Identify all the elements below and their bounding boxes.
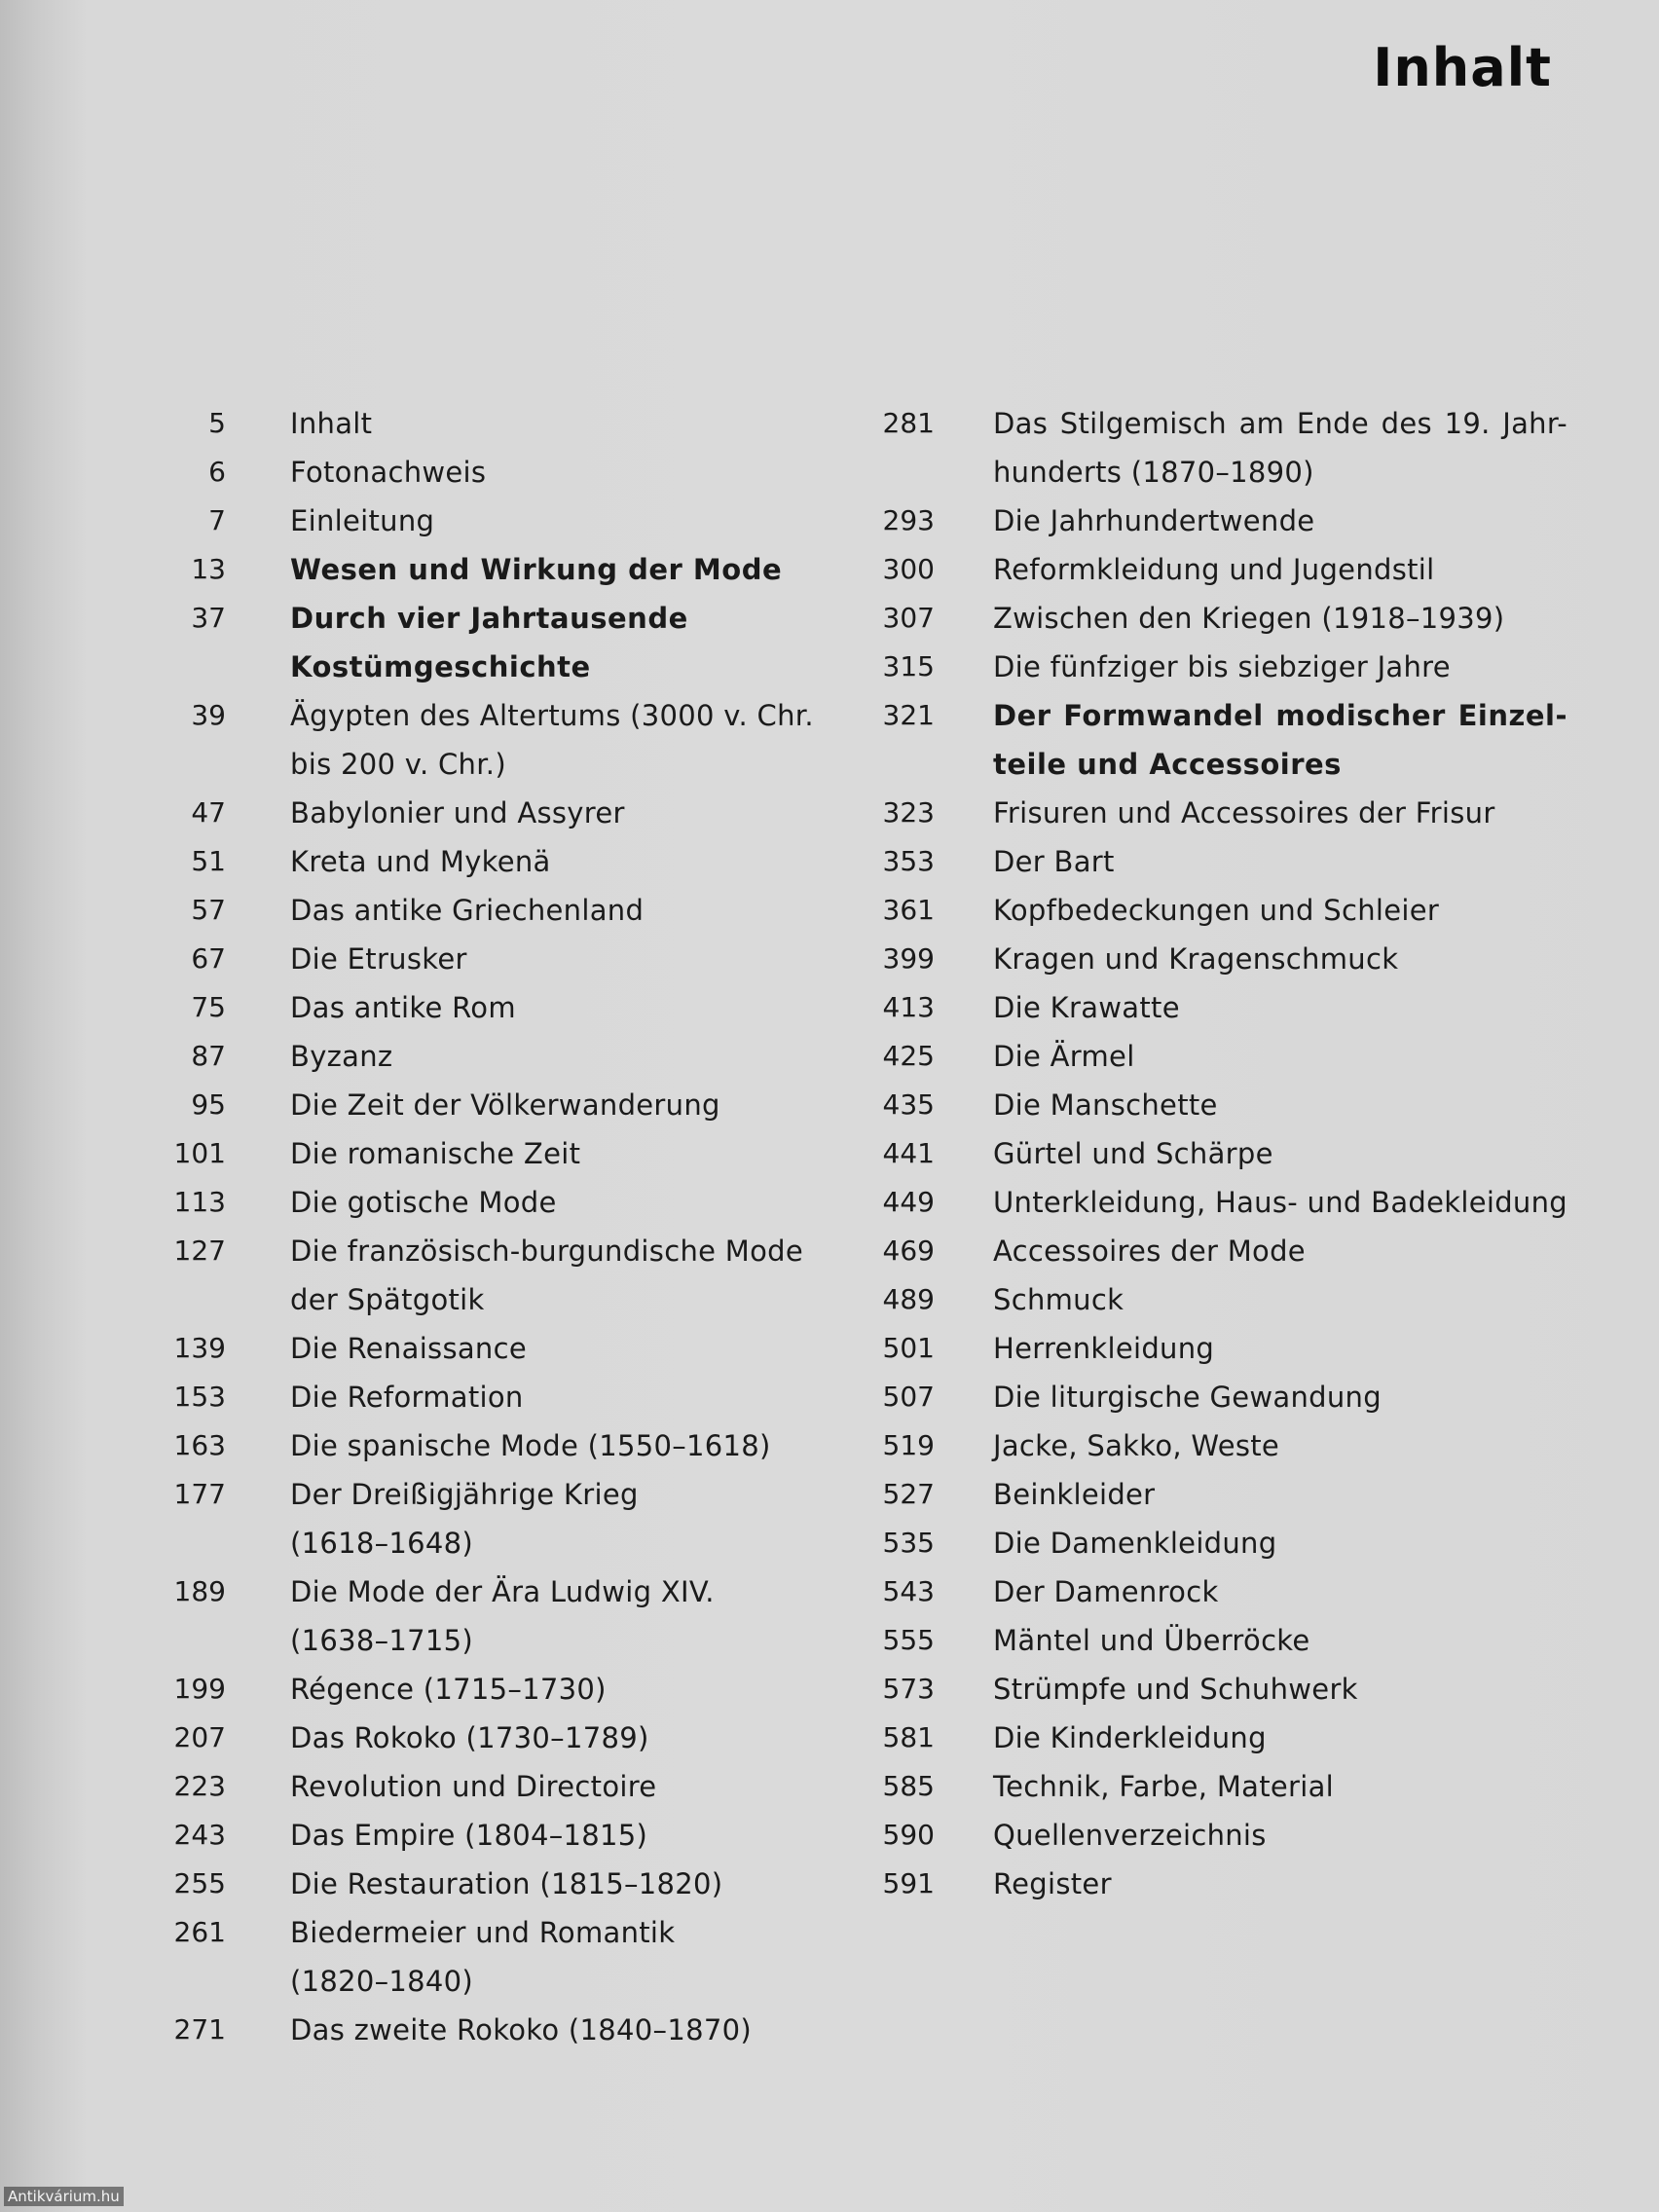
- toc-entry-title-line: Das zweite Rokoko (1840–1870): [290, 2013, 752, 2046]
- toc-entry-title: [993, 643, 1567, 691]
- toc-entry-title-line: Babylonier und Assyrer: [290, 796, 625, 830]
- toc-entry-title: [993, 594, 1567, 643]
- toc-page-number: 573: [882, 1673, 935, 1705]
- toc-entry-title: [993, 497, 1567, 545]
- toc-entry-title-line: Die liturgische Gewandung: [993, 1381, 1382, 1414]
- toc-entry-title-line: Die spanische Mode (1550–1618): [290, 1429, 771, 1462]
- toc-entry-title: [290, 448, 828, 497]
- toc-page-number: 67: [191, 942, 226, 975]
- toc-page-number: 5: [208, 407, 226, 439]
- toc-page-number: 127: [173, 1235, 226, 1267]
- toc-entry: [146, 1908, 828, 2006]
- toc-page-number: 413: [882, 991, 935, 1023]
- toc-entry: [146, 1032, 828, 1081]
- toc-page-number: 590: [882, 1819, 935, 1851]
- toc-entry-title-line: Ägypten des Altertums (3000 v. Chr.: [290, 699, 814, 732]
- toc-entry-title: [993, 1567, 1567, 1616]
- toc-entry-title-line: (1638–1715): [290, 1624, 474, 1657]
- toc-entry: [866, 1567, 1587, 1616]
- toc-entry: [146, 1227, 828, 1324]
- toc-entry-title: [993, 1421, 1567, 1470]
- toc-page-number: 261: [173, 1916, 226, 1948]
- toc-entry-title-line: Strümpfe und Schuhwerk: [993, 1673, 1358, 1706]
- toc-entry: [866, 545, 1587, 594]
- toc-entry: [866, 643, 1587, 691]
- toc-entry: [866, 1470, 1587, 1519]
- toc-entry-title: [290, 789, 828, 837]
- toc-entry-title: [290, 1324, 828, 1373]
- toc-entry-title-line: Frisuren und Accessoires der Frisur: [993, 796, 1495, 830]
- toc-entry-title: [993, 1178, 1567, 1227]
- toc-page-number: 139: [173, 1332, 226, 1364]
- toc-page-number: 271: [173, 2013, 226, 2046]
- toc-page-number: 153: [173, 1381, 226, 1413]
- toc-entry-title-line: bis 200 v. Chr.): [290, 748, 506, 781]
- toc-entry: [146, 837, 828, 886]
- toc-entry-title-line: Das Empire (1804–1815): [290, 1819, 648, 1852]
- toc-entry-title: [993, 545, 1567, 594]
- toc-entry-title: [290, 837, 828, 886]
- toc-entry: [146, 1811, 828, 1860]
- toc-entry-title: [993, 1860, 1567, 1908]
- toc-entry: [146, 1324, 828, 1373]
- toc-entry-title: [993, 1324, 1567, 1373]
- toc-page-number: 425: [882, 1040, 935, 1072]
- toc-entry-title: [993, 1373, 1567, 1421]
- toc-page-number: 469: [882, 1235, 935, 1267]
- toc-entry-title: [993, 1714, 1567, 1762]
- toc-entry-title-line: Fotonachweis: [290, 456, 487, 489]
- toc-entry: [866, 1081, 1587, 1129]
- toc-entry-title-line: Wesen und Wirkung der Mode: [290, 553, 783, 586]
- toc-entry-title: [993, 1665, 1567, 1714]
- toc-page-number: 519: [882, 1429, 935, 1461]
- toc-page-number: 555: [882, 1624, 935, 1656]
- toc-entry-title-line: Technik, Farbe, Material: [993, 1770, 1335, 1803]
- toc-entry-title-line: Die Renaissance: [290, 1332, 527, 1365]
- toc-page-number: 101: [173, 1137, 226, 1169]
- toc-entry-title: [993, 1811, 1567, 1860]
- toc-entry: [146, 1762, 828, 1811]
- toc-entry: [866, 1227, 1587, 1275]
- toc-entry-title-line: Register: [993, 1867, 1112, 1900]
- toc-entry-title: [993, 983, 1567, 1032]
- toc-page-number: 163: [173, 1429, 226, 1461]
- toc-entry-title-line: Einleitung: [290, 504, 435, 537]
- toc-entry-title: [290, 983, 828, 1032]
- toc-entry-title-line: Die Jahrhundertwende: [993, 504, 1315, 537]
- toc-entry-title-line: Die Zeit der Völkerwanderung: [290, 1088, 720, 1122]
- toc-entry: [146, 1567, 828, 1665]
- toc-page-number: 591: [882, 1867, 935, 1899]
- toc-entry: [866, 1275, 1587, 1324]
- toc-entry-title: [290, 1714, 828, 1762]
- toc-entry-title-line: Die Mode der Ära Ludwig XIV.: [290, 1575, 715, 1608]
- toc-entry-title: [290, 1470, 828, 1567]
- toc-entry-title-line: Der Damenrock: [993, 1575, 1219, 1608]
- toc-page-number: 507: [882, 1381, 935, 1413]
- toc-entry-title: [993, 886, 1567, 935]
- toc-entry-title: [993, 1762, 1567, 1811]
- toc-entry: [866, 1811, 1587, 1860]
- toc-entry-title-line: Reformkleidung und Jugendstil: [993, 553, 1435, 586]
- toc-entry: [866, 1324, 1587, 1373]
- toc-entry: [146, 691, 828, 789]
- toc-page-number: 113: [173, 1186, 226, 1218]
- toc-page-number: 489: [882, 1283, 935, 1315]
- toc-entry-title: [993, 1227, 1567, 1275]
- toc-entry: [866, 594, 1587, 643]
- toc-page-number: 501: [882, 1332, 935, 1364]
- toc-page-number: 307: [882, 602, 935, 634]
- toc-entry-title: [993, 1081, 1567, 1129]
- toc-right-column: [866, 399, 1587, 1908]
- toc-page-number: 95: [191, 1088, 226, 1121]
- toc-entry: [866, 1860, 1587, 1908]
- toc-page-number: 6: [208, 456, 226, 488]
- toc-entry-title-line: Quellenverzeichnis: [993, 1819, 1267, 1852]
- toc-entry: [146, 1714, 828, 1762]
- toc-entry-title: [290, 691, 828, 789]
- toc-entry-title-line: teile und Accessoires: [993, 748, 1342, 781]
- toc-page-number: 75: [191, 991, 226, 1023]
- toc-entry: [866, 837, 1587, 886]
- toc-entry-title: [290, 1129, 828, 1178]
- toc-entry-title-line: Kragen und Kragenschmuck: [993, 942, 1399, 976]
- toc-entry: [866, 789, 1587, 837]
- toc-entry-title-line: Kostümgeschichte: [290, 650, 591, 683]
- toc-entry: [866, 1129, 1587, 1178]
- toc-entry-title-line: der Spätgotik: [290, 1283, 485, 1316]
- toc-page-number: 323: [882, 796, 935, 829]
- toc-entry-title: [993, 1519, 1567, 1567]
- toc-entry-title-line: Die fünfziger bis siebziger Jahre: [993, 650, 1451, 683]
- toc-entry-title: [290, 1860, 828, 1908]
- toc-entry-title: [993, 1616, 1567, 1665]
- toc-entry-title-line: Kreta und Mykenä: [290, 845, 551, 878]
- toc-entry: [866, 935, 1587, 983]
- toc-entry-title: [993, 789, 1567, 837]
- toc-entry-title-line: Die Kinderkleidung: [993, 1721, 1267, 1754]
- toc-entry-title: [993, 1032, 1567, 1081]
- toc-entry-title-line: Die romanische Zeit: [290, 1137, 581, 1170]
- toc-entry-title-line: Gürtel und Schärpe: [993, 1137, 1273, 1170]
- toc-entry-title-line: Das antike Griechenland: [290, 894, 645, 927]
- toc-page-number: 527: [882, 1478, 935, 1510]
- toc-page-number: 207: [173, 1721, 226, 1753]
- toc-page-number: 399: [882, 942, 935, 975]
- toc-entry-title-line: Der Bart: [993, 845, 1115, 878]
- toc-entry-title: [993, 1275, 1567, 1324]
- toc-entry-title-line: Unterkleidung, Haus- und Badekleidung: [993, 1186, 1567, 1219]
- toc-entry-title-line: Accessoires der Mode: [993, 1235, 1306, 1268]
- toc-entry: [146, 1421, 828, 1470]
- toc-entry-title-line: hunderts (1870–1890): [993, 456, 1314, 489]
- toc-entry-title: [290, 1178, 828, 1227]
- toc-entry-title-line: Die gotische Mode: [290, 1186, 557, 1219]
- toc-entry: [866, 983, 1587, 1032]
- toc-entry-title: [290, 399, 828, 448]
- toc-page-number: 321: [882, 699, 935, 731]
- toc-entry-title: [993, 399, 1567, 497]
- toc-entry-title: [290, 1762, 828, 1811]
- toc-page-number: 543: [882, 1575, 935, 1607]
- toc-entry: [146, 594, 828, 691]
- toc-entry: [146, 1178, 828, 1227]
- toc-entry-title-line: Zwischen den Kriegen (1918–1939): [993, 602, 1505, 635]
- toc-entry: [146, 399, 828, 448]
- toc-entry-title: [993, 691, 1567, 789]
- toc-entry-title: [993, 1129, 1567, 1178]
- toc-page-number: 361: [882, 894, 935, 926]
- toc-page-number: 585: [882, 1770, 935, 1802]
- toc-entry-title: [290, 1665, 828, 1714]
- toc-entry-title-line: Die Etrusker: [290, 942, 467, 976]
- toc-page-number: 581: [882, 1721, 935, 1753]
- toc-entry-title-line: Durch vier Jahrtausende: [290, 602, 688, 635]
- toc-entry-title: [290, 1567, 828, 1665]
- toc-entry-title-line: Schmuck: [993, 1283, 1124, 1316]
- toc-entry-title: [993, 1470, 1567, 1519]
- toc-entry-title: [290, 1811, 828, 1860]
- toc-page-number: 51: [191, 845, 226, 877]
- toc-entry-title-line: Biedermeier und Romantik: [290, 1916, 676, 1949]
- toc-entry: [146, 1081, 828, 1129]
- toc-entry-title-line: Das Rokoko (1730–1789): [290, 1721, 649, 1754]
- toc-page-number: 441: [882, 1137, 935, 1169]
- toc-entry-title: [290, 2006, 828, 2054]
- toc-entry-title: [290, 1227, 828, 1324]
- toc-entry-title: [290, 545, 828, 594]
- toc-entry-title-line: Die Damenkleidung: [993, 1527, 1277, 1560]
- toc-entry-title-line: Herrenkleidung: [993, 1332, 1215, 1365]
- toc-entry-title: [290, 935, 828, 983]
- toc-page-number: 353: [882, 845, 935, 877]
- toc-page-number: 281: [882, 407, 935, 439]
- toc-entry-title-line: (1618–1648): [290, 1527, 474, 1560]
- toc-page-number: 449: [882, 1186, 935, 1218]
- toc-entry: [146, 983, 828, 1032]
- toc-entry: [866, 1178, 1587, 1227]
- toc-entry: [146, 545, 828, 594]
- toc-entry-title-line: Byzanz: [290, 1040, 393, 1073]
- toc-page-number: 37: [191, 602, 226, 634]
- toc-entry-title: [290, 1081, 828, 1129]
- toc-entry: [866, 691, 1587, 789]
- toc-entry-title-line: Die französisch-burgundische Mode: [290, 1235, 804, 1268]
- toc-page-number: 87: [191, 1040, 226, 1072]
- toc-entry-title-line: Die Manschette: [993, 1088, 1218, 1122]
- toc-entry: [866, 1762, 1587, 1811]
- toc-entry-title-line: Inhalt: [290, 407, 373, 440]
- toc-entry-title-line: Die Ärmel: [993, 1040, 1135, 1073]
- toc-entry: [146, 1665, 828, 1714]
- toc-entry-title-line: Die Reformation: [290, 1381, 524, 1414]
- toc-entry: [866, 1032, 1587, 1081]
- toc-entry: [146, 1373, 828, 1421]
- toc-entry-title: [290, 1908, 828, 2006]
- toc-entry: [146, 935, 828, 983]
- toc-entry: [866, 1714, 1587, 1762]
- toc-entry-title-line: Revolution und Directoire: [290, 1770, 657, 1803]
- toc-entry: [866, 1616, 1587, 1665]
- toc-page-number: 255: [173, 1867, 226, 1899]
- toc-entry-title: [993, 837, 1567, 886]
- toc-entry: [866, 1519, 1587, 1567]
- toc-entry-title: [993, 935, 1567, 983]
- toc-entry-title-line: Die Krawatte: [993, 991, 1180, 1024]
- toc-entry-title: [290, 594, 828, 691]
- toc-entry-title: [290, 1421, 828, 1470]
- toc-entry-title-line: Régence (1715–1730): [290, 1673, 607, 1706]
- toc-entry-title-line: Der Formwandel modischer Einzel-: [993, 699, 1567, 732]
- toc-page-number: 315: [882, 650, 935, 682]
- watermark: Antikvárium.hu: [4, 2187, 124, 2206]
- toc-page-number: 13: [191, 553, 226, 585]
- toc-entry-title: [290, 886, 828, 935]
- toc-entry-title-line: Das antike Rom: [290, 991, 516, 1024]
- toc-entry: [146, 448, 828, 497]
- toc-entry-title-line: Jacke, Sakko, Weste: [993, 1429, 1280, 1462]
- toc-entry-title: [290, 497, 828, 545]
- toc-entry: [866, 497, 1587, 545]
- toc-entry-title: [290, 1373, 828, 1421]
- toc-page-number: 177: [173, 1478, 226, 1510]
- toc-entry-title-line: Mäntel und Überröcke: [993, 1624, 1310, 1657]
- toc-entry-title-line: Beinkleider: [993, 1478, 1156, 1511]
- toc-page-number: 293: [882, 504, 935, 536]
- toc-page-number: 39: [191, 699, 226, 731]
- toc-entry: [146, 789, 828, 837]
- toc-page-number: 47: [191, 796, 226, 829]
- toc-entry: [146, 497, 828, 545]
- toc-entry: [866, 1665, 1587, 1714]
- toc-page-number: 223: [173, 1770, 226, 1802]
- toc-page-number: 7: [208, 504, 226, 536]
- toc-page-number: 435: [882, 1088, 935, 1121]
- toc-entry: [866, 399, 1587, 497]
- toc-entry: [146, 2006, 828, 2054]
- toc-entry: [866, 1421, 1587, 1470]
- toc-entry-title-line: (1820–1840): [290, 1965, 474, 1998]
- toc-entry: [146, 1860, 828, 1908]
- toc-page-number: 189: [173, 1575, 226, 1607]
- toc-entry: [866, 886, 1587, 935]
- toc-page-number: 199: [173, 1673, 226, 1705]
- toc-entry: [866, 1373, 1587, 1421]
- toc-page-number: 535: [882, 1527, 935, 1559]
- toc-entry-title-line: Kopfbedeckungen und Schleier: [993, 894, 1440, 927]
- toc-entry-title: [290, 1032, 828, 1081]
- toc-entry: [146, 1129, 828, 1178]
- toc-page-number: 57: [191, 894, 226, 926]
- toc-entry-title-line: Die Restauration (1815–1820): [290, 1867, 723, 1900]
- toc-page-number: 243: [173, 1819, 226, 1851]
- page-title: Inhalt: [1373, 37, 1552, 98]
- toc-entry: [146, 1470, 828, 1567]
- toc-page-number: 300: [882, 553, 935, 585]
- toc-entry-title-line: Der Dreißigjährige Krieg: [290, 1478, 639, 1511]
- toc-entry-title-line: Das Stilgemisch am Ende des 19. Jahr-: [993, 407, 1567, 440]
- toc-left-column: [146, 399, 828, 2054]
- toc-entry: [146, 886, 828, 935]
